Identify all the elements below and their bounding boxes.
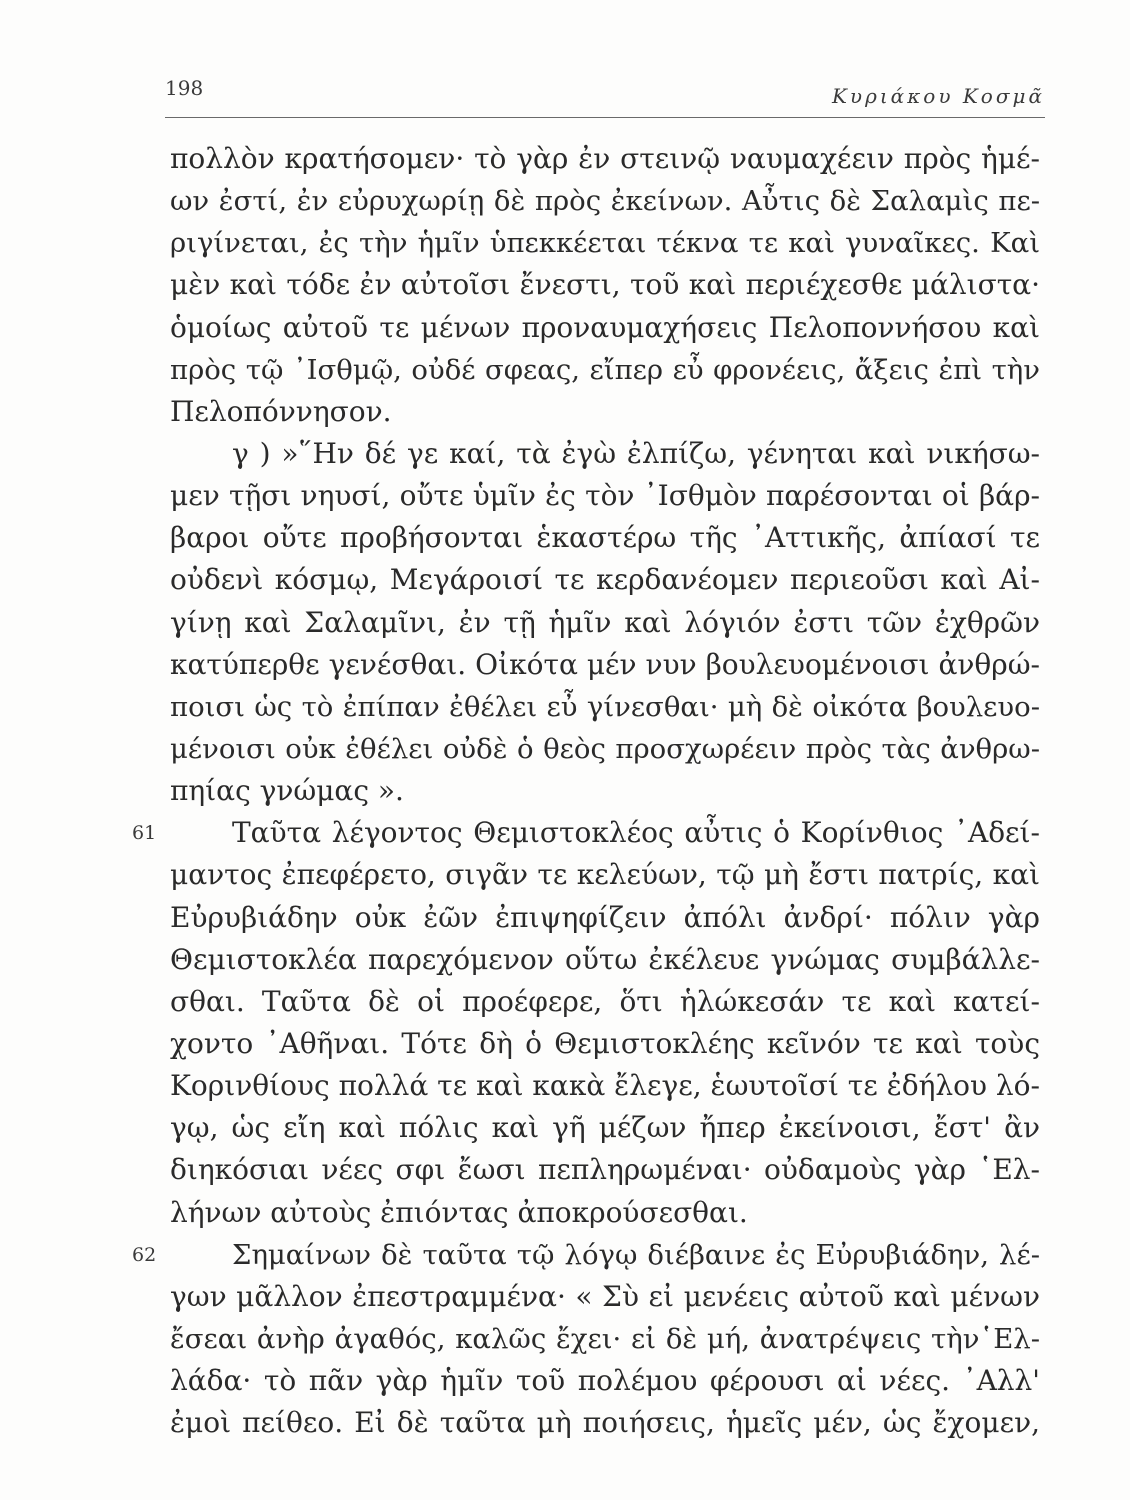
line-text: ἔσεαι ἀνὴρ ἀγαθός, καλῶς ἔχει· εἰ δὲ μή, ἀνατρέψεις τὴν῾Ελ- bbox=[170, 1322, 1040, 1355]
text-line bbox=[170, 1318, 1040, 1360]
text-line bbox=[170, 1192, 1040, 1234]
text-line bbox=[170, 1107, 1040, 1149]
chapter-margin-number: 61 bbox=[132, 822, 157, 845]
line-text: πρὸς τῷ ᾿Ισθμῷ, οὐδέ σφεας, εἴπερ εὖ φρονέεις, ἄξεις ἐπὶ τὴν bbox=[170, 353, 1040, 386]
text-line bbox=[170, 728, 1040, 770]
text-line bbox=[170, 1023, 1040, 1065]
line-text: λάδα· τὸ πᾶν γὰρ ἡμῖν τοῦ πολέμου φέρουσι αἱ νέες. ᾿Αλλ' bbox=[170, 1364, 1040, 1398]
text-line bbox=[170, 854, 1040, 896]
line-text: γῳ, ὡς εἴη καὶ πόλις καὶ γῆ μέζων ἤπερ ἐκείνοισι, ἔστ' ἂν bbox=[170, 1111, 1040, 1145]
line-text: κατύπερθε γενέσθαι. Οἰκότα μέν νυν βουλευομένοισι ἀνθρώ- bbox=[170, 647, 1040, 681]
body-text bbox=[132, 138, 1040, 1444]
text-line bbox=[170, 1402, 1040, 1444]
line-text: ποισι ὡς τὸ ἐπίπαν ἐθέλει εὖ γίνεσθαι· μὴ δὲ οἰκότα βουλευο- bbox=[170, 690, 1040, 723]
line-text: γων μᾶλλον ἐπεστραμμένα· « Σὺ εἰ μενέεις αὐτοῦ καὶ μένων bbox=[170, 1279, 1040, 1313]
text-line bbox=[170, 939, 1040, 981]
line-text: διηκόσιαι νέες σφι ἔωσι πεπληρωμέναι· οὐδαμοὺς γὰρ ῾Ελ- bbox=[170, 1153, 1040, 1187]
page-header bbox=[165, 76, 1045, 110]
line-text: ων ἐστί, ἐν εὐρυχωρίῃ δὲ πρὸς ἐκείνων. Αὖτις δὲ Σαλαμὶς πε- bbox=[170, 185, 1040, 218]
line-text: Κορινθίους πολλά τε καὶ κακὰ ἔλεγε, ἑωυτοῖσί τε ἐδήλου λό- bbox=[170, 1069, 1040, 1103]
line-text: μένοισι οὐκ ἐθέλει οὐδὲ ὁ θεὸς προσχωρέειν πρὸς τὰς ἀνθρω- bbox=[170, 732, 1040, 765]
text-line bbox=[170, 391, 1040, 433]
text-line bbox=[170, 686, 1040, 728]
line-text: βαροι οὔτε προβήσονται ἑκαστέρω τῆς ᾿Αττικῆς, ἀπίασί τε bbox=[170, 521, 1040, 555]
running-head: Κυριάκου Κοσμᾶ bbox=[831, 84, 1045, 108]
line-text: γ ) »῞Ην δέ γε καί, τὰ ἐγὼ ἐλπίζω, γένηται καὶ νικήσω- bbox=[232, 436, 1040, 470]
text-line bbox=[170, 307, 1040, 349]
text-line bbox=[170, 264, 1040, 306]
text-line bbox=[170, 180, 1040, 222]
line-text: Εὐρυβιάδην οὐκ ἐῶν ἐπιψηφίζειν ἀπόλι ἀνδρί· πόλιν γὰρ bbox=[170, 900, 1040, 934]
text-line bbox=[170, 1065, 1040, 1107]
line-text: πηίας γνώμας ». bbox=[170, 774, 404, 808]
line-text: Πελοπόννησον. bbox=[170, 394, 392, 428]
text-line bbox=[170, 433, 1040, 475]
text-line bbox=[170, 1149, 1040, 1191]
page-number: 198 bbox=[165, 76, 204, 100]
line-text: ὁμοίως αὐτοῦ τε μένων προναυμαχήσεις Πελοποννήσου καὶ bbox=[170, 310, 1040, 344]
text-line bbox=[132, 1234, 1040, 1276]
text-line bbox=[170, 770, 1040, 812]
line-text: σθαι. Ταῦτα δὲ οἱ προέφερε, ὅτι ἡλώκεσάν τε καὶ κατεί- bbox=[170, 984, 1040, 1018]
line-text: μὲν καὶ τόδε ἐν αὐτοῖσι ἔνεστι, τοῦ καὶ περιέχεσθε μάλιστα· bbox=[170, 268, 1040, 302]
text-line bbox=[132, 812, 1040, 854]
line-text: μεν τῇσι νηυσί, οὔτε ὑμῖν ἐς τὸν ᾿Ισθμὸν παρέσονται οἱ βάρ- bbox=[170, 479, 1040, 513]
text-line bbox=[170, 897, 1040, 939]
text-line bbox=[170, 602, 1040, 644]
text-line bbox=[170, 517, 1040, 559]
line-text: χοντο ᾿Αθῆναι. Τότε δὴ ὁ Θεμιστοκλέης κεῖνόν τε καὶ τοὺς bbox=[170, 1026, 1040, 1060]
text-line bbox=[170, 559, 1040, 601]
line-text: γίνῃ καὶ Σαλαμῖνι, ἐν τῇ ἡμῖν καὶ λόγιόν ἐστι τῶν ἐχθρῶν bbox=[170, 605, 1040, 639]
line-text: Θεμιστοκλέα παρεχόμενον οὕτω ἐκέλευε γνώμας συμβάλλε- bbox=[170, 942, 1040, 976]
header-rule bbox=[165, 117, 1045, 118]
text-line bbox=[170, 1276, 1040, 1318]
line-text: πολλὸν κρατήσομεν· τὸ γὰρ ἐν στεινῷ ναυμαχέειν πρὸς ἡμέ- bbox=[170, 142, 1040, 175]
text-line bbox=[170, 475, 1040, 517]
text-line bbox=[170, 981, 1040, 1023]
text-line bbox=[170, 138, 1040, 180]
text-line bbox=[170, 349, 1040, 391]
line-text: ριγίνεται, ἐς τὴν ἡμῖν ὑπεκκέεται τέκνα τε καὶ γυναῖκες. Καὶ bbox=[170, 227, 1040, 260]
line-text: μαντος ἐπεφέρετο, σιγᾶν τε κελεύων, τῷ μὴ ἔστι πατρίς, καὶ bbox=[170, 858, 1040, 892]
text-line bbox=[170, 222, 1040, 264]
line-text: λήνων αὐτοὺς ἐπιόντας ἀποκρούσεσθαι. bbox=[170, 1195, 748, 1229]
chapter-margin-number: 62 bbox=[132, 1243, 157, 1266]
line-text: Σημαίνων δὲ ταῦτα τῷ λόγῳ διέβαινε ἐς Εὐρυβιάδην, λέ- bbox=[232, 1238, 1040, 1271]
text-line bbox=[170, 1360, 1040, 1402]
text-line bbox=[170, 644, 1040, 686]
line-text: οὐδενὶ κόσμῳ, Μεγάροισί τε κερδανέομεν περιεοῦσι καὶ Αἰ- bbox=[170, 563, 1040, 597]
line-text: Ταῦτα λέγοντος Θεμιστοκλέος αὖτις ὁ Κορίνθιος ᾿Αδεί- bbox=[232, 816, 1040, 850]
line-text: ἐμοὶ πείθεο. Εἰ δὲ ταῦτα μὴ ποιήσεις, ἡμεῖς μέν, ὡς ἔχομεν, bbox=[170, 1406, 1040, 1440]
